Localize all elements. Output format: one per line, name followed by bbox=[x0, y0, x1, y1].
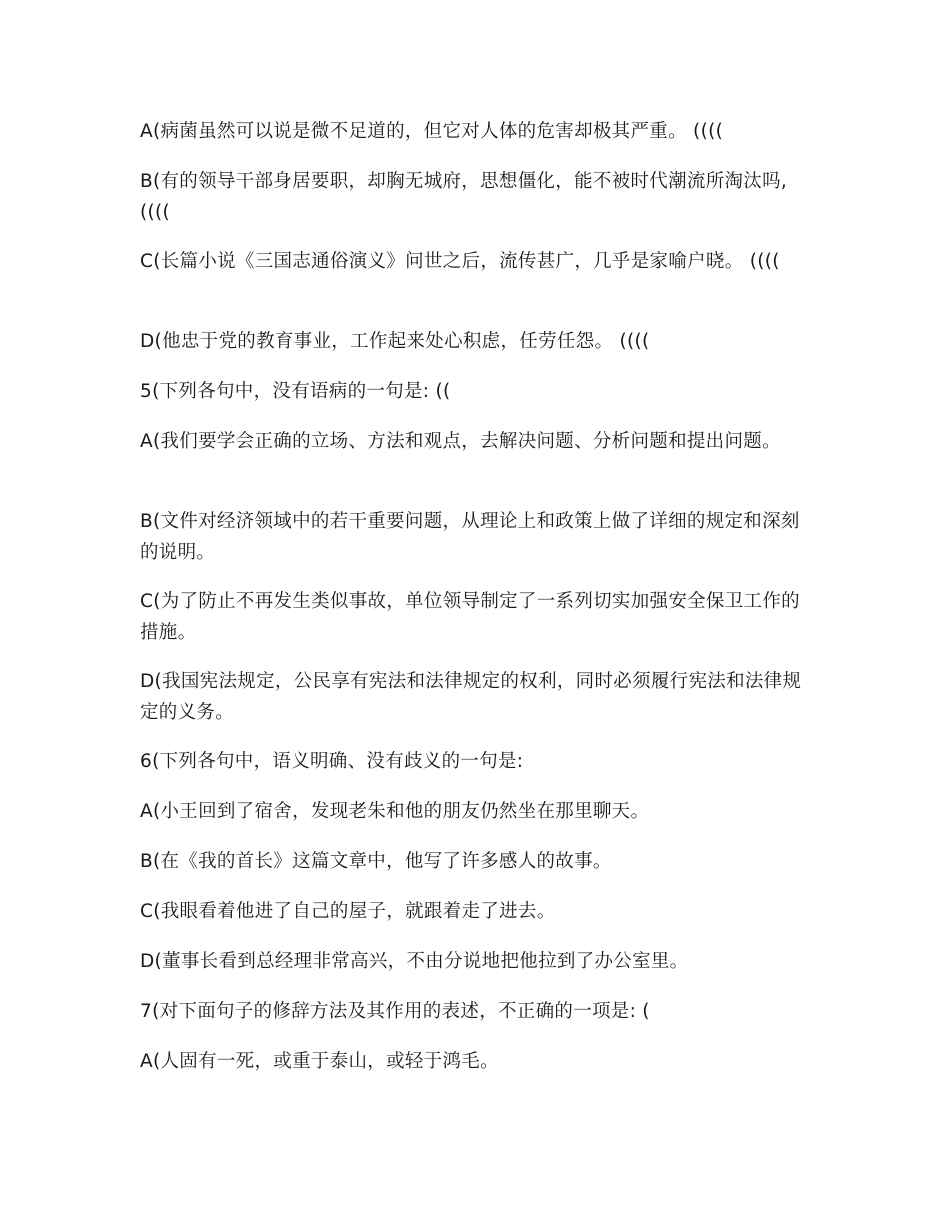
question-7-stem: 7(对下面句子的修辞方法及其作用的表述，不正确的一项是: ( bbox=[140, 1001, 650, 1022]
question-6-option-a: A(小王回到了宿舍，发现老朱和他的朋友仍然坐在那里聊天。 bbox=[140, 801, 650, 822]
question-5-option-d: D(我国宪法规定，公民享有宪法和法律规定的权利，同时必须履行宪法和法律规定的义务。 bbox=[140, 671, 802, 723]
question-6-option-d: D(董事长看到总经理非常高兴，不由分说地把他拉到了办公室里。 bbox=[140, 951, 689, 972]
option-c-paragraph: C(长篇小说《三国志通俗演义》问世之后，流传甚广，几乎是家喻户晓。 (((( bbox=[140, 251, 780, 272]
question-7-option-a: A(人固有一死，或重于泰山，或轻于鸿毛。 bbox=[140, 1051, 499, 1072]
question-5-option-a: A(我们要学会正确的立场、方法和观点，去解决问题、分析问题和提出问题。 bbox=[140, 431, 781, 452]
question-5-option-b: B(文件对经济领域中的若干重要问题，从理论上和政策上做了详细的规定和深刻的说明。 bbox=[140, 511, 800, 563]
option-d-paragraph: D(他忠于党的教育事业，工作起来处心积虑，任劳任怨。 (((( bbox=[140, 331, 650, 352]
option-b-paragraph: B(有的领导干部身居要职，却胸无城府，思想僵化，能不被时代潮流所淘汰吗, (((( bbox=[140, 171, 794, 223]
question-6-option-c: C(我眼看着他进了自己的屋子，就跟着走了进去。 bbox=[140, 901, 556, 922]
question-5-option-c: C(为了防止不再发生类似事故，单位领导制定了一系列切实加强安全保卫工作的措施。 bbox=[140, 591, 800, 643]
option-a-paragraph: A(病菌虽然可以说是微不足道的，但它对人体的危害却极其严重。 (((( bbox=[140, 121, 724, 142]
question-6-option-b: B(在《我的首长》这篇文章中，他写了许多感人的故事。 bbox=[140, 851, 612, 872]
question-6-stem: 6(下列各句中，语义明确、没有歧义的一句是: bbox=[140, 751, 524, 772]
question-5-stem: 5(下列各句中，没有语病的一句是: (( bbox=[140, 381, 451, 402]
